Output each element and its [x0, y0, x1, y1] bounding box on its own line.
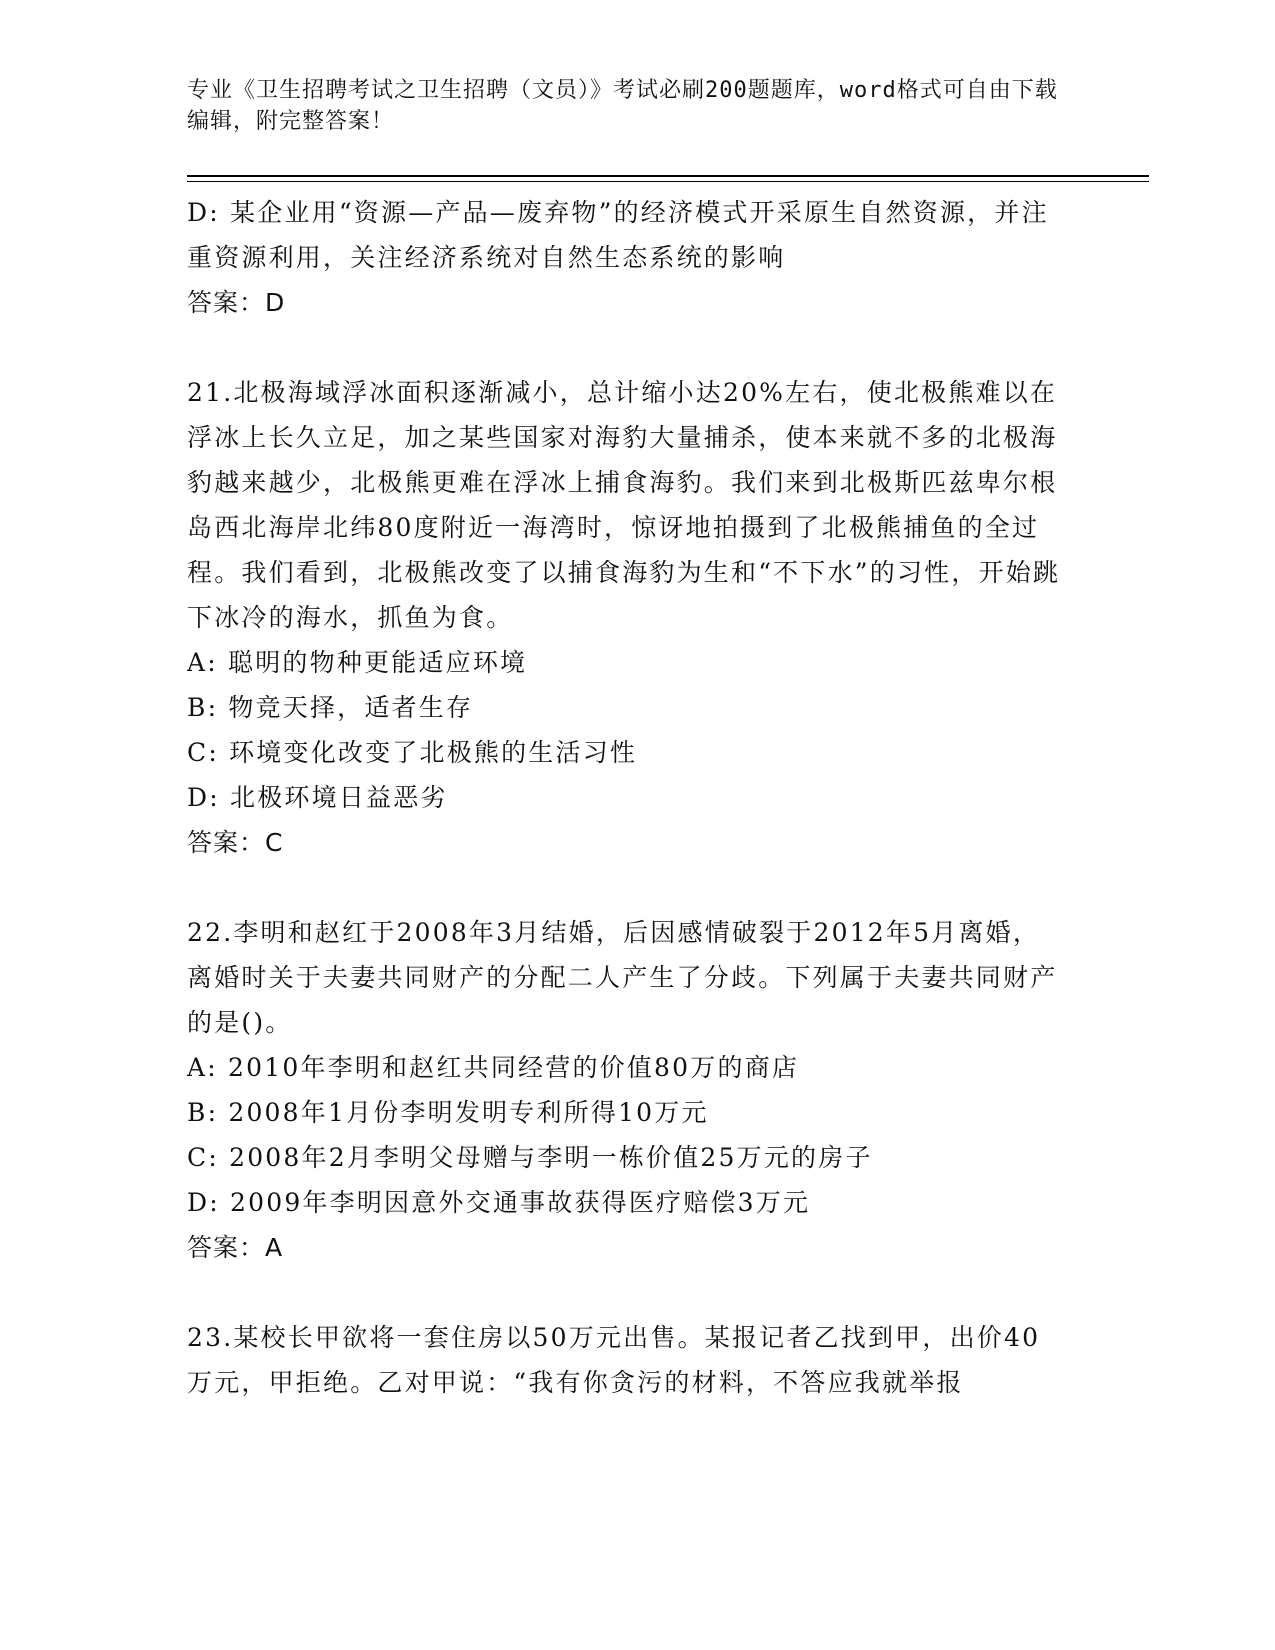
option-c: C: 2008年2月李明父母赠与李明一栋价值25万元的房子	[187, 1143, 873, 1172]
option-a: A: 聪明的物种更能适应环境	[187, 648, 528, 677]
question-23	[187, 1315, 1067, 1405]
answer: 答案：C	[187, 828, 284, 857]
question-20	[187, 190, 1067, 325]
option-b: B: 2008年1月份李明发明专利所得10万元	[187, 1098, 709, 1127]
question-stem: 22.李明和赵红于2008年3月结婚，后因感情破裂于2012年5月离婚，离婚时关于夫妻共同财产的分配二人产生了分歧。下列属于夫妻共同财产的是()。	[187, 918, 1058, 1037]
document-body	[187, 190, 1067, 1405]
option-c: C: 环境变化改变了北极熊的生活习性	[187, 738, 638, 767]
option-d: D: 某企业用“资源—产品—废弃物”的经济模式开采原生自然资源，并注重资源利用，关注经济系统对自然生态系统的影响	[187, 198, 1049, 272]
option-b: B: 物竞天择，适者生存	[187, 693, 474, 722]
question-21	[187, 370, 1067, 865]
option-a: A: 2010年李明和赵红共同经营的价值80万的商店	[187, 1053, 800, 1082]
header-title: 专业《卫生招聘考试之卫生招聘（文员）》考试必刷200题题库，word格式可自由下载编辑，附完整答案！	[187, 78, 1058, 134]
spacer	[187, 325, 1067, 370]
option-d: D: 北极环境日益恶劣	[187, 783, 448, 812]
document-header	[187, 75, 1067, 137]
question-stem: 21.北极海域浮冰面积逐渐减小，总计缩小达20%左右，使北极熊难以在浮冰上长久立足，加之某些国家对海豹大量捕杀，使本来就不多的北极海豹越来越少，北极熊更难在浮冰上捕食海豹。我们来到北极斯匹兹卑尔根岛西北海岸北纬80度附近一海湾时，惊讶地拍摄到了北极熊捕鱼的全过程。我们看到，北极熊改变了以捕食海豹为生和“不下水”的习性，开始跳下冰冷的海水，抓鱼为食。	[187, 378, 1061, 632]
option-d: D: 2009年李明因意外交通事故获得医疗赔偿3万元	[187, 1188, 811, 1217]
question-22	[187, 910, 1067, 1270]
header-divider-thin	[187, 181, 1149, 182]
spacer	[187, 1270, 1067, 1315]
spacer	[187, 865, 1067, 910]
answer: 答案：A	[187, 1233, 284, 1262]
question-stem: 23.某校长甲欲将一套住房以50万元出售。某报记者乙找到甲，出价40万元，甲拒绝。乙对甲说：“我有你贪污的材料，不答应我就举报	[187, 1323, 1041, 1397]
answer: 答案：D	[187, 288, 286, 317]
header-divider-thick	[187, 175, 1149, 177]
